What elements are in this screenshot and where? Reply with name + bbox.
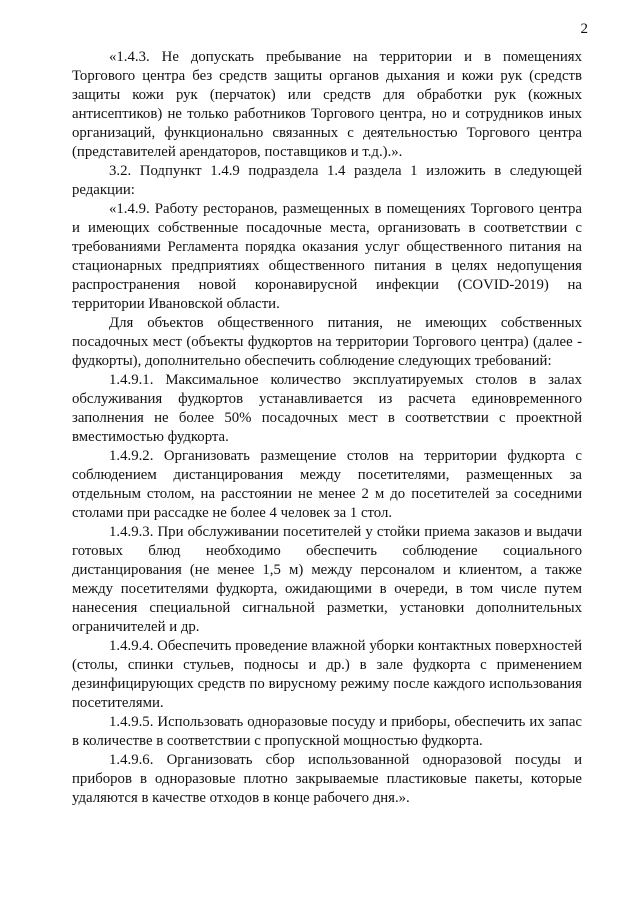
paragraph-1-4-9-4: 1.4.9.4. Обеспечить проведение влажной уборки контактных поверхностей (столы, спинки стульев, подносы и др.) в зале фудкорта с применением дезинфицирующих средств по вирусному режиму после каждого использования посетителями. <box>72 638 582 711</box>
paragraph-1-4-9-3: 1.4.9.3. При обслуживании посетителей у стойки приема заказов и выдачи готовых блюд необходимо обеспечить соблюдение социального дистанцирования (не менее 1,5 м) между персоналом и клиентом, а также между посетителями фудкорта, ожидающими в очереди, в том числе путем нанесения специальной сигнальной разметки, установки дополнительных ограничителей и др. <box>72 524 582 635</box>
paragraph-foodcourt-intro: Для объектов общественного питания, не имеющих собственных посадочных мест (объекты фудкортов на территории Торгового центра) (далее - фудкорты), дополнительно обеспечить соблюдение следующих требований: <box>72 315 582 369</box>
page-number: 2 <box>580 21 588 37</box>
document-body <box>72 48 582 808</box>
paragraph-3-2: 3.2. Подпункт 1.4.9 подраздела 1.4 раздела 1 изложить в следующей редакции: <box>72 163 582 198</box>
paragraph-1-4-9-5: 1.4.9.5. Использовать одноразовые посуду и приборы, обеспечить их запас в количестве в соответствии с пропускной мощностью фудкорта. <box>72 714 582 749</box>
paragraph-1-4-3: «1.4.3. Не допускать пребывание на территории и в помещениях Торгового центра без средств защиты органов дыхания и кожи рук (средств защиты кожи рук (перчаток) или средств для обработки рук (кожных антисептиков) не только работников Торгового центра, но и сотрудников иных организаций, функционально связанных с деятельностью Торгового центра (представителей арендаторов, поставщиков и т.д.).». <box>72 49 582 160</box>
paragraph-1-4-9-6: 1.4.9.6. Организовать сбор использованной одноразовой посуды и приборов в одноразовые плотно закрываемые пластиковые пакеты, которые удаляются в качестве отходов в конце рабочего дня.». <box>72 752 582 806</box>
paragraph-1-4-9-2: 1.4.9.2. Организовать размещение столов на территории фудкорта с соблюдением дистанцирования между посетителями, размещенных за отдельным столом, на расстоянии не менее 2 м до посетителей за соседними столами при рассадке не более 4 человек за 1 стол. <box>72 448 582 521</box>
paragraph-1-4-9-1: 1.4.9.1. Максимальное количество эксплуатируемых столов в залах обслуживания фудкортов устанавливается из расчета единовременного заполнения не более 50% посадочных мест в соответствии с проектной вместимостью фудкорта. <box>72 372 582 445</box>
paragraph-1-4-9: «1.4.9. Работу ресторанов, размещенных в помещениях Торгового центра и имеющих собственные посадочные места, организовать в соответствии с требованиями Регламента порядка оказания услуг общественного питания на стационарных предприятиях общественного питания в целях недопущения распространения новой коронавирусной инфекции (COVID-2019) на территории Ивановской области. <box>72 201 582 312</box>
